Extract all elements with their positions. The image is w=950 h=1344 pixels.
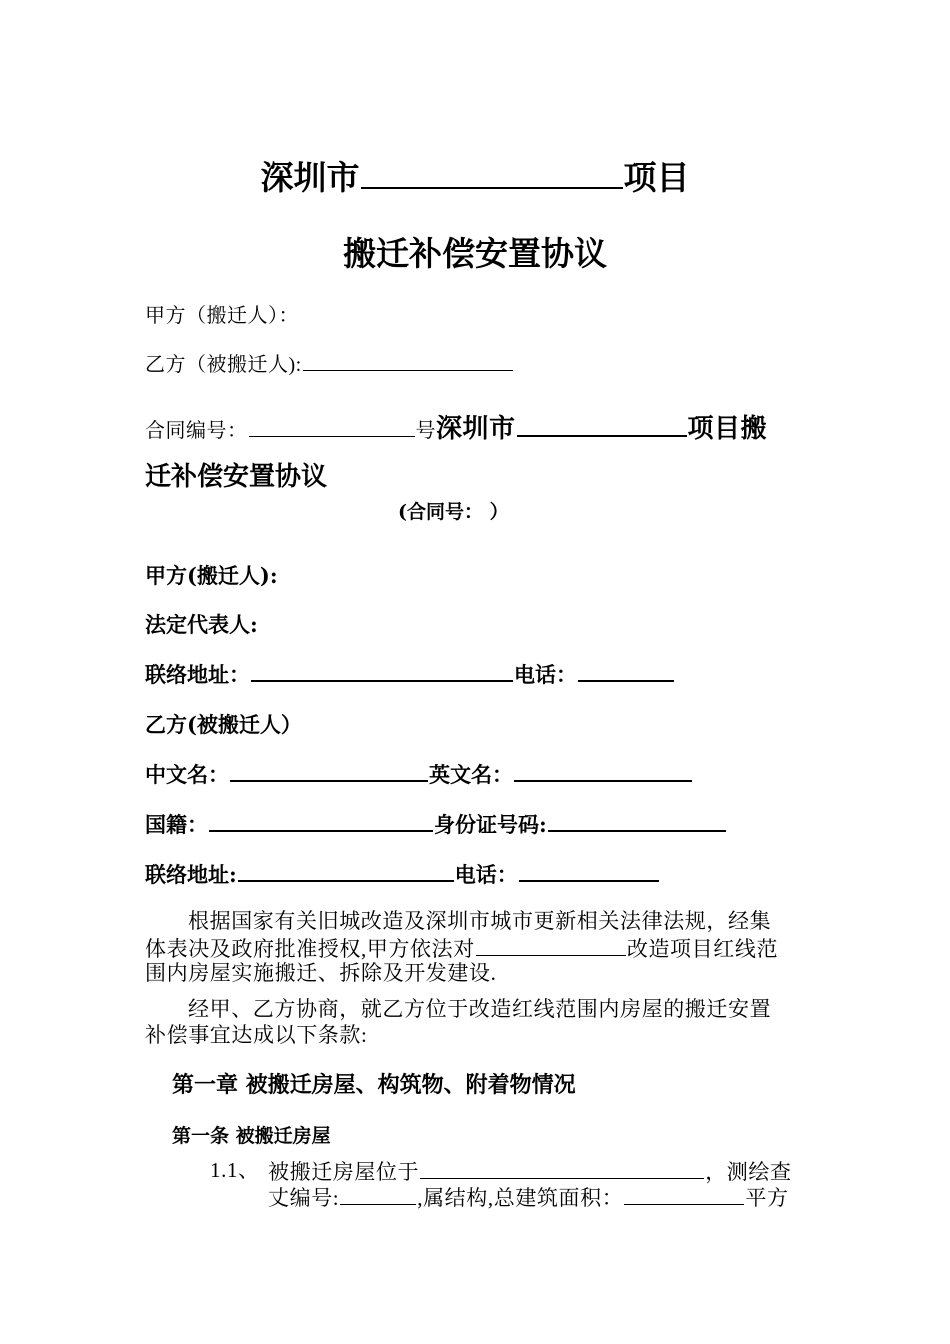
party-a-address-label: 联络地址：: [145, 662, 250, 687]
item-1-1-survey-label: 丈编号:: [268, 1186, 340, 1210]
party-a-address-blank: [251, 659, 513, 682]
party-b-address-line: [145, 859, 660, 889]
nationality-label: 国籍：: [145, 812, 208, 837]
inline-title-suffix: 项目搬: [687, 414, 768, 444]
item-1-1-number: 1.1、: [210, 1158, 260, 1182]
para1-line1: 根据国家有关旧城改造及深圳市城市更新相关法律法规，经集: [188, 909, 772, 933]
party-a-phone-label: 电话：: [514, 662, 577, 687]
para1-project-blank: [476, 934, 626, 956]
item-1-1-line1-suffix: ，测绘查: [705, 1160, 792, 1184]
party-a-header: 甲方（搬迁人）：: [145, 305, 299, 327]
item-1-1-line1: [268, 1157, 792, 1185]
contract-no-paren: (合同号： ）: [398, 501, 509, 523]
item-1-1-survey-blank: [340, 1183, 416, 1205]
party-b-header-line: [145, 348, 514, 377]
para1-line2-suffix: 改造项目红线范: [626, 937, 779, 961]
item-1-1-line2-suffix: 平方: [745, 1186, 789, 1210]
para2-line2: 补偿事宜达成以下条款:: [145, 1023, 368, 1047]
inline-title-city: 深圳市: [436, 414, 516, 444]
party-b-phone-blank: [519, 859, 659, 882]
party-a-address-line: [145, 659, 675, 689]
chapter1-title: 第一章 被搬迁房屋、构筑物、附着物情况: [172, 1072, 576, 1098]
title-project-word: 项目: [623, 158, 690, 197]
article1-title: 第一条 被搬迁房屋: [172, 1125, 331, 1147]
inline-title-blank: [517, 409, 687, 437]
party-b-phone-label: 电话：: [454, 862, 518, 887]
party-a-phone-blank: [578, 659, 674, 682]
contract-no-suffix: 号: [415, 420, 436, 442]
item-1-1-area-label: ,属结构,总建筑面积：: [417, 1186, 624, 1210]
contract-no-blank: [249, 416, 415, 437]
item-1-1-area-blank: [624, 1183, 744, 1205]
para1-line3: 围内房屋实施搬迁、拆除及开发建设.: [145, 961, 497, 985]
inline-title-line2: 迁补偿安置协议: [145, 462, 328, 492]
en-name-label: 英文名：: [429, 762, 513, 787]
party-b-address-label: 联络地址:: [145, 862, 237, 887]
contract-no-line: [145, 408, 767, 445]
item-1-1-location-label: 被搬迁房屋位于: [268, 1160, 420, 1184]
title-project-blank: [361, 154, 623, 189]
para1-line2: [145, 934, 778, 962]
party-b-id-line: [145, 809, 727, 839]
party-b-header: 乙方（被搬迁人):: [145, 354, 302, 376]
nationality-blank: [209, 809, 433, 832]
para2-line1: 经甲、乙方协商，就乙方位于改造红线范围内房屋的搬迁安置: [188, 997, 772, 1021]
party-b-name-line: [145, 759, 693, 789]
id-no-label: 身份证号码:: [434, 812, 547, 837]
party-a-label: 甲方(搬迁人):: [145, 563, 278, 588]
document-title-line1: [0, 152, 950, 199]
cn-name-blank: [230, 759, 428, 782]
id-no-blank: [548, 809, 726, 832]
cn-name-label: 中文名：: [145, 762, 229, 787]
party-b-label: 乙方(被搬迁人）: [145, 712, 302, 737]
party-b-address-blank: [238, 859, 454, 882]
document-title-line2: 搬迁补偿安置协议: [343, 234, 607, 273]
en-name-blank: [514, 759, 692, 782]
item-1-1-location-blank: [420, 1157, 704, 1179]
item-1-1-line2: [268, 1183, 789, 1211]
legal-rep-label: 法定代表人:: [145, 612, 258, 637]
party-b-blank: [303, 350, 513, 371]
para1-line2-prefix: 体表决及政府批准授权,甲方依法对: [145, 937, 475, 961]
title-city: 深圳市: [260, 158, 360, 197]
contract-no-label: 合同编号：: [145, 420, 248, 442]
